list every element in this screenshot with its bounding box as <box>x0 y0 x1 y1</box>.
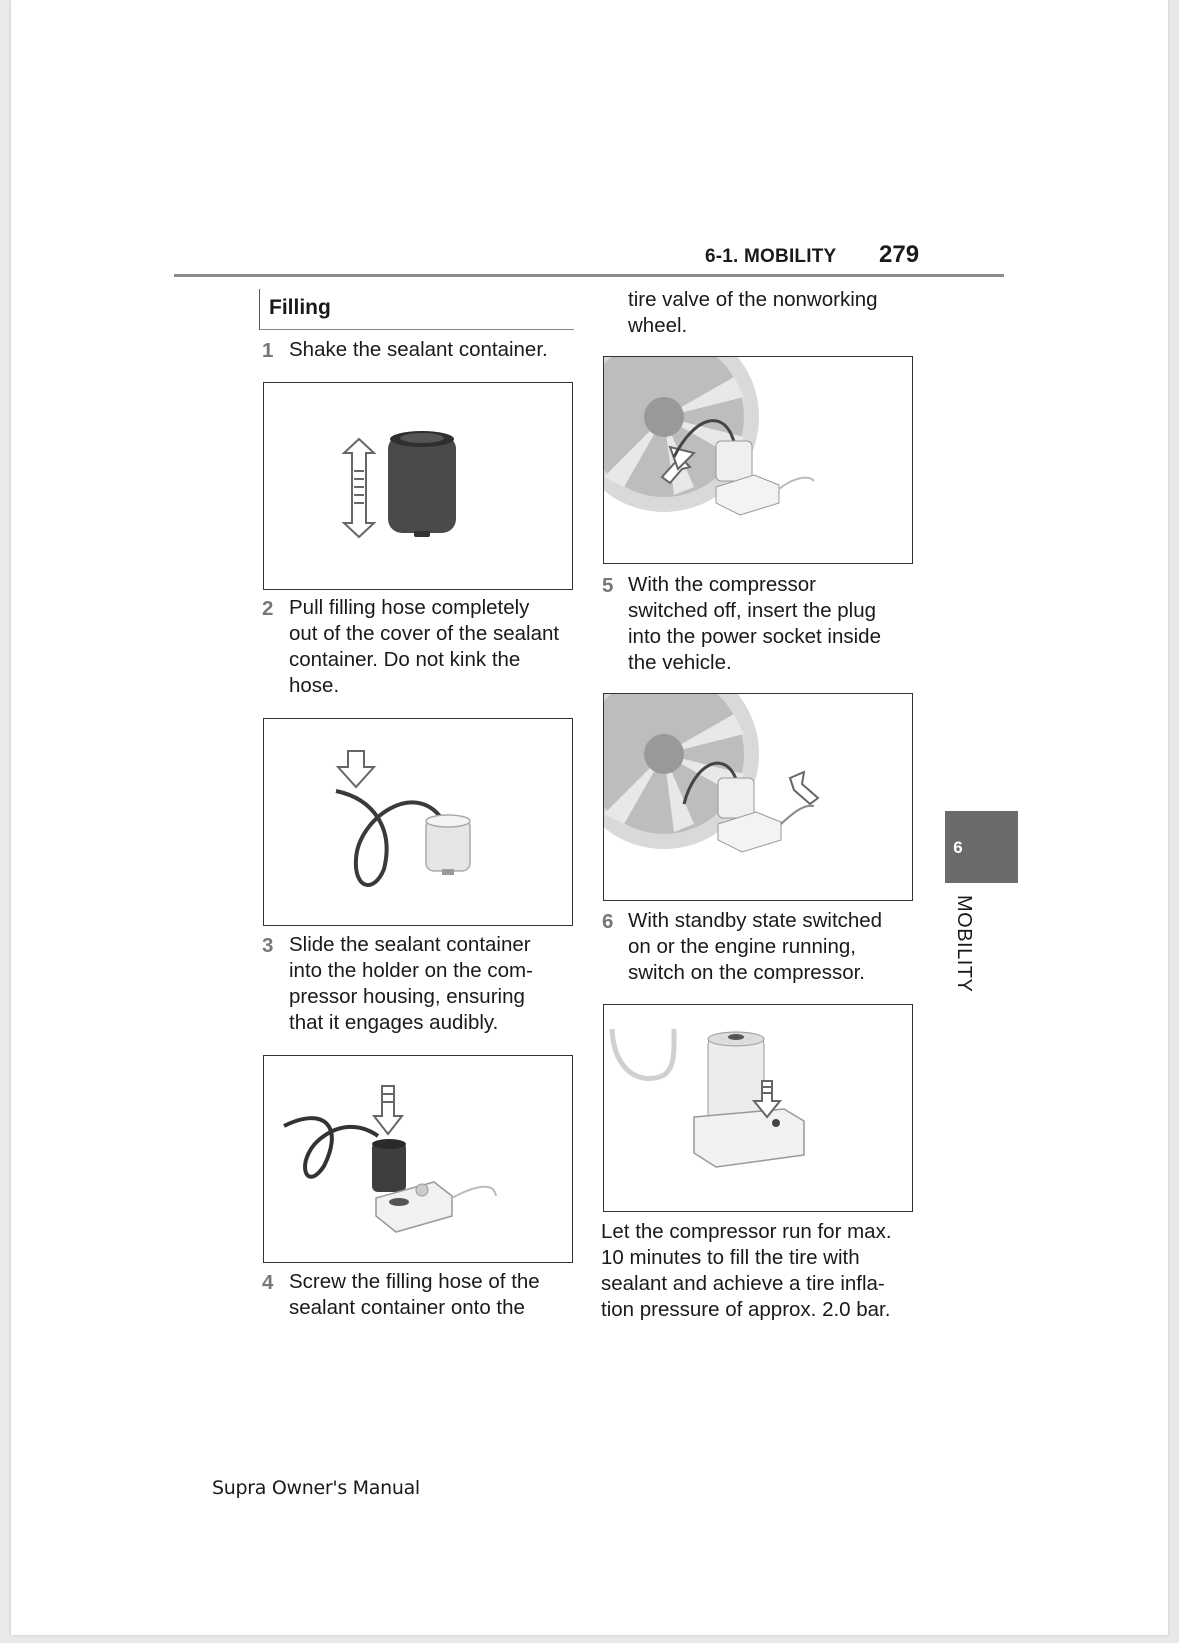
manual-footer: Supra Owner's Manual <box>212 1477 420 1499</box>
hose-icon <box>612 1029 674 1079</box>
step-2-number: 2 <box>262 597 274 620</box>
sealant-container-icon <box>388 431 456 537</box>
step-1-text: Shake the sealant container. <box>289 338 548 361</box>
down-arrow-icon <box>374 1086 402 1134</box>
step-1-number: 1 <box>262 339 274 362</box>
double-arrow-icon <box>344 439 374 537</box>
step-5-number: 5 <box>602 574 614 597</box>
step-3-text: Slide the sealant container into the holder on the com- pressor housing, ensuring that it engages audibly. <box>289 933 533 1034</box>
down-arrow-icon <box>338 751 374 787</box>
step-6-text: With standby state switched on or the engine running, switch on the compressor. <box>628 909 883 984</box>
figure-switch-on <box>603 1004 913 1212</box>
filling-heading: Filling <box>269 296 331 319</box>
chapter-tab-number: 6 <box>953 838 963 857</box>
chapter-tab-label: MOBILITY <box>953 895 975 993</box>
final-note: Let the compressor run for max. 10 minutes to fill the tire with sealant and achieve a tire infla- tion pressure of approx. 2.0 bar. <box>601 1220 892 1321</box>
sealant-container-icon <box>372 1139 406 1192</box>
header-rule <box>174 274 1004 277</box>
section-header: 6-1. MOBILITY <box>705 246 837 267</box>
step-4-text: Screw the filling hose of the sealant container onto the <box>289 1270 540 1319</box>
step-5-text: With the compressor switched off, insert the plug into the power socket inside the vehicle. <box>628 573 881 674</box>
step-4-continued-text: tire valve of the nonworking wheel. <box>628 288 878 337</box>
figure-shake-container <box>263 382 573 590</box>
compressor-icon <box>694 1032 804 1167</box>
page-number: 279 <box>879 241 920 268</box>
step-6-number: 6 <box>602 910 614 933</box>
sealant-container-light-icon <box>426 815 470 875</box>
figure-slide-container <box>263 1055 573 1263</box>
plug-arrow-icon <box>790 772 818 804</box>
manual-page <box>11 0 1168 1635</box>
filling-hose-icon <box>284 1118 378 1177</box>
figure-pull-hose <box>263 718 573 926</box>
figure-hose-on-valve <box>603 356 913 564</box>
compressor-icon <box>716 441 814 515</box>
step-2-text: Pull filling hose completely out of the cover of the sealant container. Do not kink the hose. <box>289 596 560 697</box>
step-3-number: 3 <box>262 934 274 957</box>
figure-plug-socket <box>603 693 913 901</box>
step-4-number: 4 <box>262 1271 274 1294</box>
